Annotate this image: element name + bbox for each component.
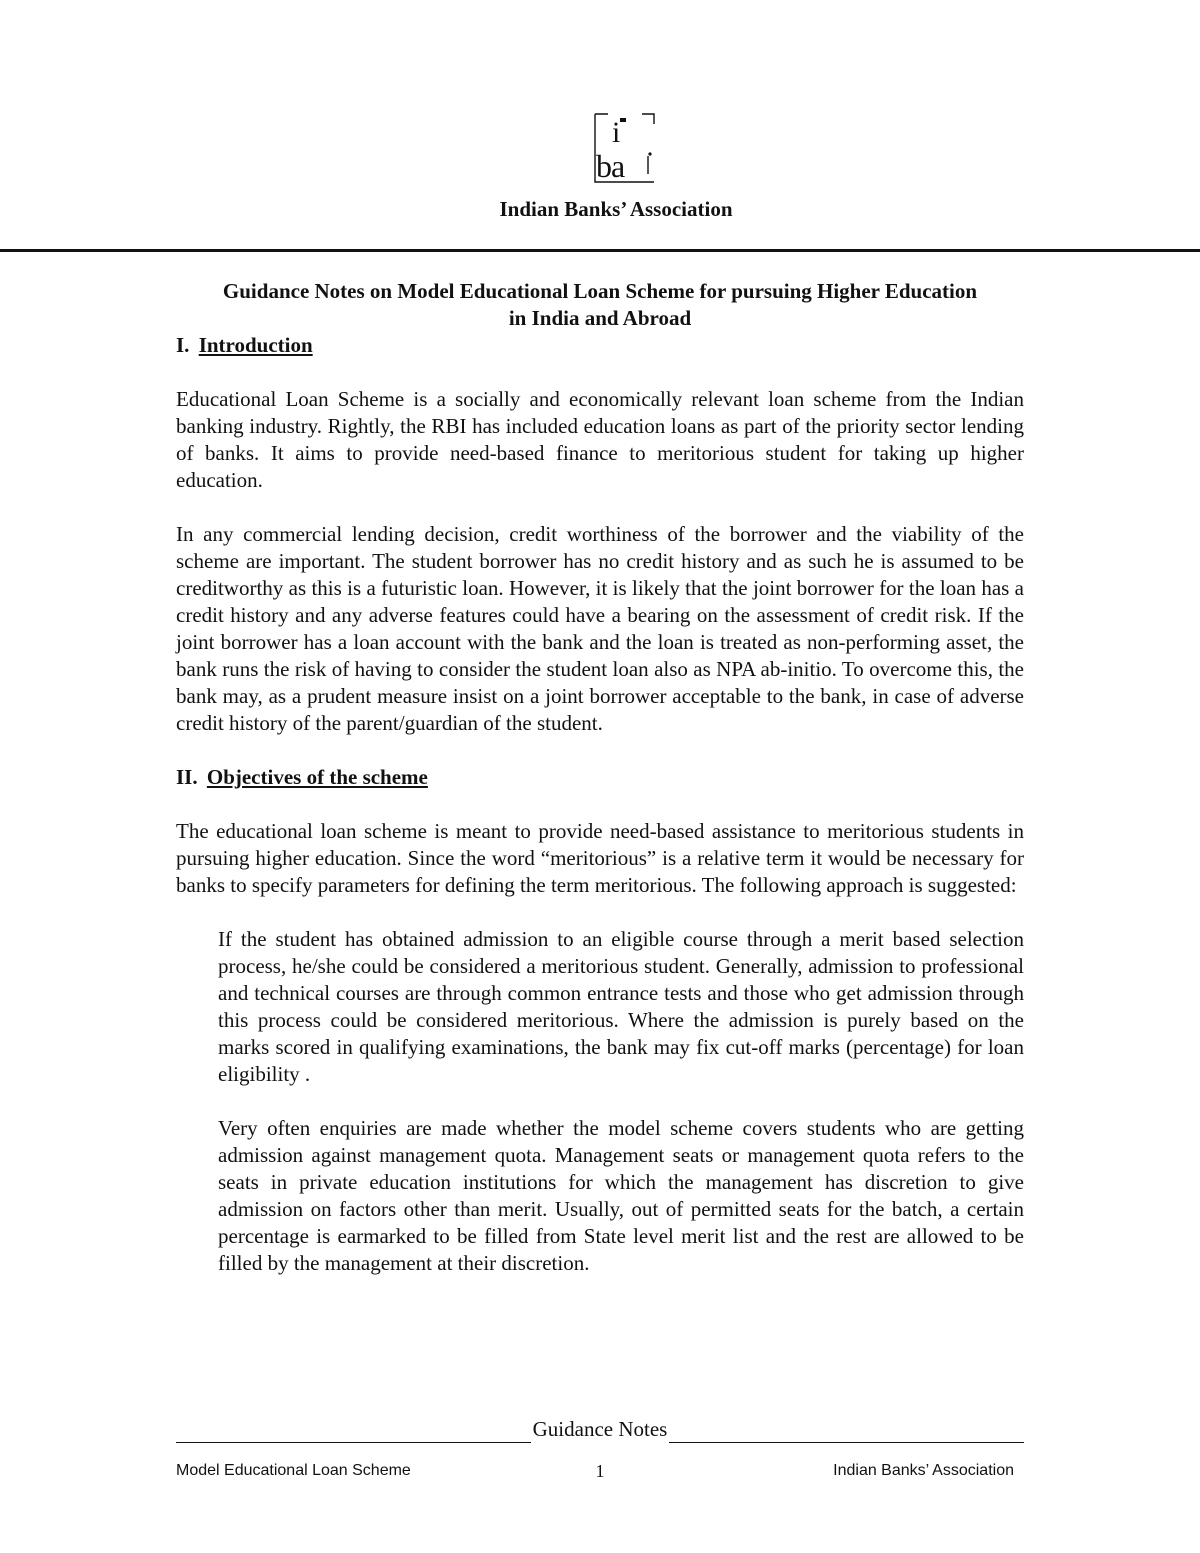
paragraph: In any commercial lending decision, credit worthiness of the borrower and the viability of the scheme are important. The student borrower has no credit history and as such he is assumed to be creditworthy as this is a futuristic loan. However, it is likely that the joint borrower for the loan has a credit history and any adverse features could have a bearing on the assessment of credit risk. If the joint borrower has a loan account with the bank and the loan is treated as non-performing asset, the bank runs the risk of having to consider the student loan also as NPA ab-initio. To overcome this, the bank may, as a prudent measure insist on a joint borrower acceptable to the bank, in case of adverse credit history of the parent/guardian of the student. (176, 522, 1024, 735)
header-rule (0, 249, 1200, 252)
svg-text:i: i (612, 116, 621, 149)
section-heading-objectives (176, 764, 1024, 791)
organization-name: Indian Banks’ Association (499, 197, 733, 221)
indented-paragraph: Very often enquiries are made whether the model scheme covers students who are getting admission against management quota. Management seats or management quota refers to the seats in private education institutions for which the management has discretion to give admission on factors other than merit. Usually, out of permitted seats for the batch, a certain percentage is earmarked to be filled from State level merit list and the rest are allowed to be filled by the management at their discretion. (218, 1116, 1024, 1275)
page-number: 1 (595, 1461, 605, 1481)
iba-logo-icon (590, 110, 660, 184)
footer-center-label: Guidance Notes (532, 1417, 668, 1441)
document-title-line-1: Guidance Notes on Model Educational Loan Scheme for pursuing Higher Education (222, 279, 978, 303)
section-number: II. (176, 765, 198, 789)
footer-separator (176, 1416, 1024, 1443)
document-body (176, 278, 1024, 1277)
section-heading-introduction (176, 332, 1024, 359)
section-title: Introduction (198, 333, 313, 357)
iba-logo (590, 110, 660, 184)
footer-left-text: Model Educational Loan Scheme (176, 1462, 411, 1479)
svg-text:ba: ba (596, 148, 625, 184)
paragraph: Educational Loan Scheme is a socially and economically relevant loan scheme from the Indian banking industry. Rightly, the RBI has included education loans as part of the priority sector lending of banks. It aims to provide need-based finance to meritorious student for taking up higher education. (176, 387, 1024, 492)
footer-right-text: Indian Banks’ Association (833, 1462, 1014, 1479)
indented-paragraph: If the student has obtained admission to an eligible course through a merit based selection process, he/she could be considered a meritorious student. Generally, admission to professional and technical courses are through common entrance tests and those who get admission through this process could be considered meritorious. Where the admission is purely based on the marks scored in qualifying examinations, the bank may fix cut-off marks (percentage) for loan eligibility . (218, 927, 1024, 1086)
paragraph: The educational loan scheme is meant to provide need-based assistance to meritorious students in pursuing higher education. Since the word “meritorious” is a relative term it would be necessary for banks to specify parameters for defining the term meritorious. The following approach is suggested: (176, 819, 1024, 897)
section-title: Objectives of the scheme (206, 765, 428, 789)
document-title-line-2: in India and Abroad (508, 306, 692, 330)
section-number: I. (176, 333, 190, 357)
